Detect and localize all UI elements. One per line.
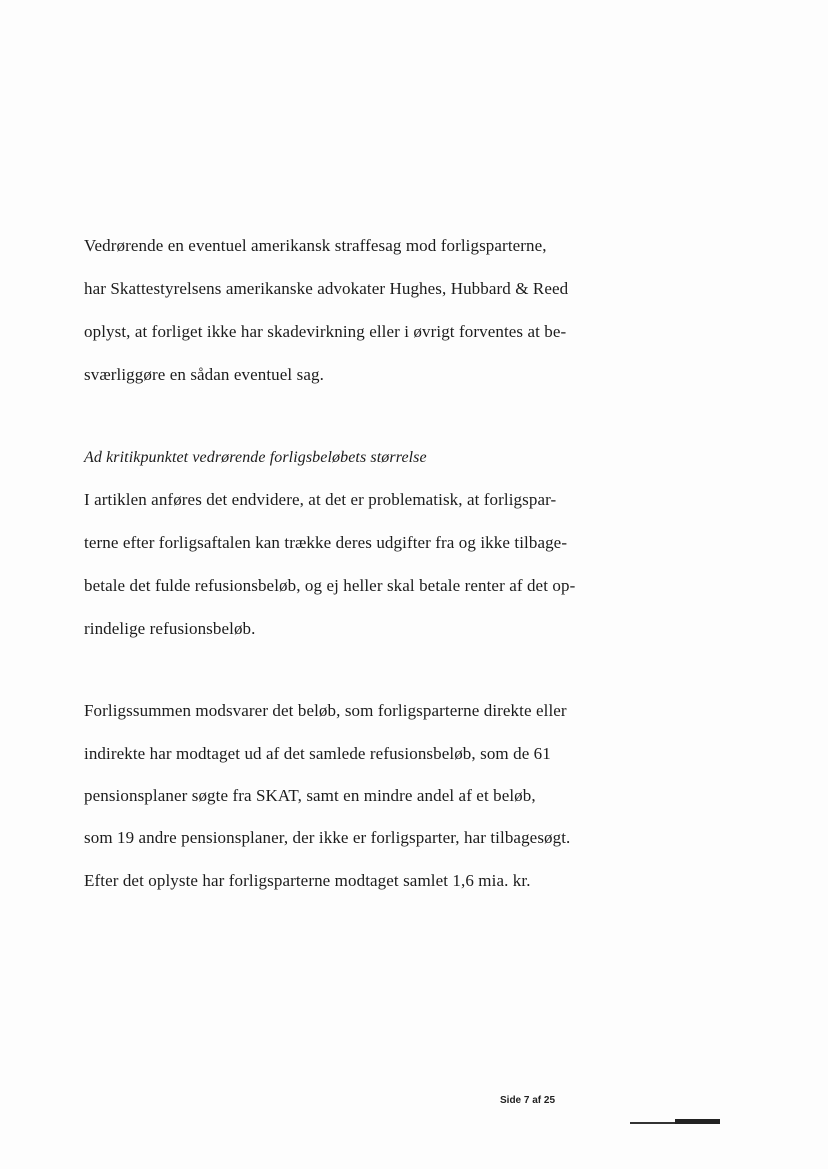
paragraph-3-line-2: indirekte har modtaget ud af det samlede refusionsbeløb, som de 61: [84, 744, 551, 763]
paragraph-2-line-2: terne efter forligsaftalen kan trække deres udgifter fra og ikke tilbage-: [84, 533, 568, 552]
paragraph-3-line-5: Efter det oplyste har forligsparterne modtaget samlet 1,6 mia. kr.: [84, 871, 531, 890]
paragraph-3-line-3: pensionsplaner søgte fra SKAT, samt en mindre andel af et beløb,: [84, 786, 536, 805]
paragraph-1-line-2: har Skattestyrelsens amerikanske advokater Hughes, Hubbard & Reed: [84, 279, 569, 298]
paragraph-3-line-4: som 19 andre pensionsplaner, der ikke er forligsparter, har tilbagesøgt.: [84, 828, 571, 847]
page-number: Side 7 af 25: [500, 1095, 556, 1106]
paragraph-2-line-1: I artiklen anføres det endvidere, at det er problematisk, at forligspar-: [84, 490, 557, 509]
paragraph-2-line-3: betale det fulde refusionsbeløb, og ej heller skal betale renter af det op-: [84, 576, 576, 595]
paragraph-1-line-1: Vedrørende en eventuel amerikansk straffesag mod forligsparterne,: [84, 236, 547, 255]
section-heading: Ad kritikpunktet vedrørende forligsbeløbets størrelse: [84, 449, 427, 466]
footer-rule-thin: [630, 1122, 675, 1124]
paragraph-3-line-1: Forligssummen modsvarer det beløb, som forligsparterne direkte eller: [84, 701, 567, 720]
paragraph-1-line-4: sværliggøre en sådan eventuel sag.: [84, 365, 324, 384]
footer-rule-thick: [675, 1119, 720, 1124]
paragraph-2-line-4: rindelige refusionsbeløb.: [84, 619, 256, 638]
paragraph-1-line-3: oplyst, at forliget ikke har skadevirkning eller i øvrigt forventes at be-: [84, 322, 567, 341]
